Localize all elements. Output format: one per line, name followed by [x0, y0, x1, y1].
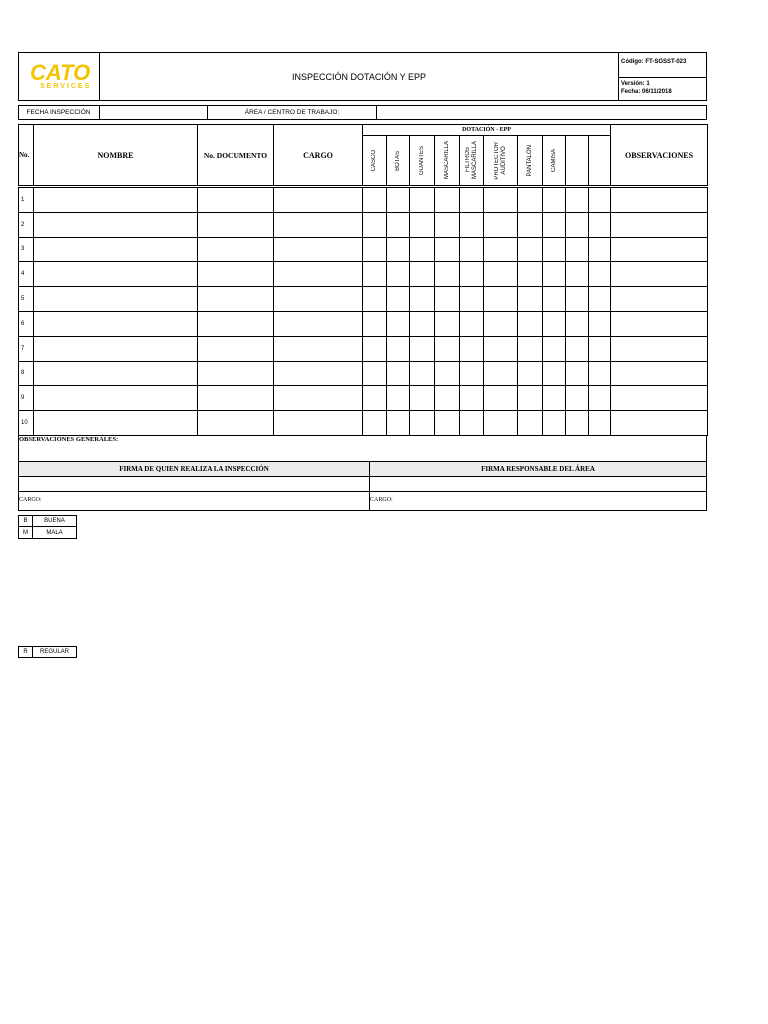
- table-cell[interactable]: [518, 287, 543, 312]
- table-cell[interactable]: [410, 386, 435, 411]
- table-row: [19, 237, 708, 262]
- legend-regular: [18, 646, 77, 658]
- table-cell[interactable]: [589, 336, 611, 361]
- table-row: [19, 311, 708, 336]
- cargo-left-label: CARGO:: [19, 497, 42, 503]
- table-cell[interactable]: [363, 212, 387, 237]
- table-cell[interactable]: [274, 188, 363, 213]
- table-cell[interactable]: [198, 311, 274, 336]
- table-cell[interactable]: [484, 336, 518, 361]
- row-number: 9: [19, 386, 34, 411]
- doc-meta: [618, 52, 707, 101]
- table-cell[interactable]: [387, 361, 410, 386]
- table-cell[interactable]: [363, 262, 387, 287]
- table-cell[interactable]: [435, 361, 460, 386]
- table-cell[interactable]: [589, 262, 611, 287]
- table-cell[interactable]: [34, 311, 198, 336]
- firma-inspeccion-header: FIRMA DE QUIEN REALIZA LA INSPECCIÓN: [18, 462, 370, 477]
- table-cell[interactable]: [410, 237, 435, 262]
- row-number: 1: [19, 188, 34, 213]
- table-cell[interactable]: [484, 311, 518, 336]
- table-cell[interactable]: [198, 188, 274, 213]
- table-cell[interactable]: [387, 336, 410, 361]
- table-cell[interactable]: [484, 237, 518, 262]
- epp-table-header: [18, 124, 708, 186]
- table-cell[interactable]: [274, 212, 363, 237]
- table-cell[interactable]: [566, 188, 589, 213]
- table-cell[interactable]: [363, 311, 387, 336]
- table-cell[interactable]: [435, 386, 460, 411]
- doc-code: Código: FT-SGSST-023: [621, 59, 687, 65]
- firma-responsable-header: FIRMA RESPONSABLE DEL ÁREA: [370, 462, 707, 477]
- dotacion-header: DOTACIÓN - EPP: [363, 125, 611, 136]
- table-cell[interactable]: [435, 411, 460, 436]
- row-number: 8: [19, 361, 34, 386]
- table-cell[interactable]: [518, 336, 543, 361]
- table-cell[interactable]: [484, 262, 518, 287]
- row-number: 3: [19, 237, 34, 262]
- row-number: 7: [19, 336, 34, 361]
- row-number: 6: [19, 311, 34, 336]
- table-cell[interactable]: [34, 287, 198, 312]
- table-cell[interactable]: [387, 212, 410, 237]
- table-cell[interactable]: [274, 311, 363, 336]
- table-cell[interactable]: [34, 386, 198, 411]
- table-cell[interactable]: [387, 188, 410, 213]
- legend-label: MALA: [32, 526, 77, 539]
- table-cell[interactable]: [611, 411, 708, 436]
- table-cell[interactable]: [198, 386, 274, 411]
- table-cell[interactable]: [387, 287, 410, 312]
- col-cargo-header: CARGO: [274, 125, 363, 186]
- table-cell[interactable]: [460, 212, 484, 237]
- table-cell[interactable]: [611, 212, 708, 237]
- legend-label: BUENA: [32, 515, 77, 527]
- legend-code: M: [18, 526, 33, 539]
- table-cell[interactable]: [274, 287, 363, 312]
- epp-header-label: CAMISA: [550, 148, 557, 172]
- table-cell[interactable]: [274, 237, 363, 262]
- table-cell[interactable]: [274, 361, 363, 386]
- table-cell[interactable]: [435, 212, 460, 237]
- col-nombre-header: NOMBRE: [34, 125, 198, 186]
- table-cell[interactable]: [363, 361, 387, 386]
- legend-mala: [18, 527, 77, 539]
- logo: [18, 52, 100, 101]
- table-cell[interactable]: [589, 287, 611, 312]
- table-cell[interactable]: [589, 237, 611, 262]
- table-cell[interactable]: [435, 237, 460, 262]
- table-cell[interactable]: [543, 188, 566, 213]
- table-cell[interactable]: [566, 386, 589, 411]
- table-cell[interactable]: [589, 188, 611, 213]
- table-cell[interactable]: [589, 212, 611, 237]
- table-cell[interactable]: [410, 212, 435, 237]
- table-cell[interactable]: [34, 237, 198, 262]
- table-cell[interactable]: [589, 386, 611, 411]
- table-cell[interactable]: [460, 411, 484, 436]
- table-cell[interactable]: [589, 361, 611, 386]
- table-cell[interactable]: [387, 411, 410, 436]
- table-cell[interactable]: [410, 361, 435, 386]
- table-cell[interactable]: [363, 287, 387, 312]
- table-cell[interactable]: [566, 237, 589, 262]
- table-cell[interactable]: [543, 237, 566, 262]
- table-cell[interactable]: [611, 262, 708, 287]
- table-cell[interactable]: [34, 336, 198, 361]
- cargo-right-label: CARGO:: [370, 497, 393, 503]
- epp-header-3: [435, 136, 460, 186]
- table-cell[interactable]: [611, 386, 708, 411]
- table-cell[interactable]: [198, 361, 274, 386]
- table-cell[interactable]: [198, 336, 274, 361]
- table-cell[interactable]: [363, 237, 387, 262]
- table-cell[interactable]: [34, 212, 198, 237]
- epp-header-8: [566, 136, 589, 186]
- table-cell[interactable]: [460, 361, 484, 386]
- table-cell[interactable]: [198, 411, 274, 436]
- table-cell[interactable]: [484, 386, 518, 411]
- table-cell[interactable]: [363, 386, 387, 411]
- table-cell[interactable]: [460, 287, 484, 312]
- table-cell[interactable]: [410, 287, 435, 312]
- row-number: 4: [19, 262, 34, 287]
- firma-inspeccion-field[interactable]: [18, 477, 370, 492]
- table-cell[interactable]: [363, 336, 387, 361]
- table-cell[interactable]: [543, 212, 566, 237]
- table-cell[interactable]: [410, 262, 435, 287]
- table-cell[interactable]: [543, 262, 566, 287]
- epp-table-body: [18, 187, 708, 436]
- doc-date: Fecha: 06/11/2018: [621, 89, 672, 95]
- table-cell[interactable]: [543, 287, 566, 312]
- area-input[interactable]: [377, 105, 707, 120]
- epp-header-label: FILTROS MASCARILLA: [464, 141, 478, 180]
- table-cell[interactable]: [460, 386, 484, 411]
- legend-code: B: [18, 515, 33, 527]
- table-cell[interactable]: [410, 188, 435, 213]
- table-cell[interactable]: [34, 262, 198, 287]
- table-cell[interactable]: [518, 262, 543, 287]
- logo-subtext: SERVICES: [40, 83, 92, 90]
- table-cell[interactable]: [435, 287, 460, 312]
- table-cell[interactable]: [611, 237, 708, 262]
- table-cell[interactable]: [589, 311, 611, 336]
- table-cell[interactable]: [566, 262, 589, 287]
- table-cell[interactable]: [611, 336, 708, 361]
- table-cell[interactable]: [518, 311, 543, 336]
- row-number: 2: [19, 212, 34, 237]
- table-cell[interactable]: [274, 386, 363, 411]
- table-cell[interactable]: [543, 311, 566, 336]
- fecha-label: FECHA INSPECCIÓN: [18, 105, 100, 120]
- col-no-header: No.: [19, 125, 34, 186]
- epp-header-6: [518, 136, 543, 186]
- table-cell[interactable]: [484, 287, 518, 312]
- table-cell[interactable]: [460, 262, 484, 287]
- table-cell[interactable]: [387, 237, 410, 262]
- table-cell[interactable]: [566, 336, 589, 361]
- epp-header-5: [484, 136, 518, 186]
- table-row: [19, 262, 708, 287]
- col-documento-header: No. DOCUMENTO: [198, 125, 274, 186]
- table-row: [19, 361, 708, 386]
- firma-responsable-field[interactable]: [370, 477, 707, 492]
- table-cell[interactable]: [460, 311, 484, 336]
- epp-header-label: BOTAS: [394, 150, 401, 171]
- table-cell[interactable]: [363, 411, 387, 436]
- obs-generales-box[interactable]: [18, 435, 707, 462]
- table-cell[interactable]: [435, 336, 460, 361]
- epp-header-label: PANTALÓN: [526, 144, 533, 177]
- epp-header-label: CASCO: [371, 149, 377, 172]
- table-cell[interactable]: [518, 361, 543, 386]
- table-cell[interactable]: [387, 311, 410, 336]
- table-cell[interactable]: [543, 386, 566, 411]
- area-label: ÁREA / CENTRO DE TRABAJO:: [208, 105, 377, 120]
- epp-header-label: GUANTES: [418, 145, 425, 175]
- table-cell[interactable]: [611, 188, 708, 213]
- table-cell[interactable]: [484, 361, 518, 386]
- table-cell[interactable]: [518, 237, 543, 262]
- epp-header-label: PROTECTOR AUDITIVO: [493, 141, 507, 180]
- table-cell[interactable]: [435, 311, 460, 336]
- table-cell[interactable]: [543, 411, 566, 436]
- row-number: 5: [19, 287, 34, 312]
- table-row: [19, 336, 708, 361]
- table-cell[interactable]: [484, 411, 518, 436]
- table-cell[interactable]: [198, 262, 274, 287]
- table-cell[interactable]: [518, 188, 543, 213]
- epp-header-1: [387, 136, 410, 186]
- table-cell[interactable]: [543, 361, 566, 386]
- doc-version: Versión: 1: [621, 81, 650, 87]
- cargo-left-field[interactable]: [18, 492, 370, 511]
- table-cell[interactable]: [34, 188, 198, 213]
- epp-header-0: [363, 136, 387, 186]
- document-title: INSPECCIÓN DOTACIÓN Y EPP: [291, 71, 427, 82]
- epp-header-label: MASCARILLA: [443, 141, 450, 180]
- table-cell[interactable]: [484, 188, 518, 213]
- table-cell[interactable]: [518, 212, 543, 237]
- table-row: [19, 212, 708, 237]
- obs-generales-label: OBSERVACIONES GENERALES:: [19, 436, 119, 443]
- table-cell[interactable]: [566, 411, 589, 436]
- table-cell[interactable]: [611, 287, 708, 312]
- table-cell[interactable]: [34, 361, 198, 386]
- table-row: [19, 188, 708, 213]
- legend-label: REGULAR: [32, 646, 77, 658]
- table-cell[interactable]: [460, 336, 484, 361]
- table-cell[interactable]: [566, 287, 589, 312]
- table-cell[interactable]: [387, 262, 410, 287]
- logo-text: CATO: [30, 60, 91, 85]
- table-cell[interactable]: [611, 311, 708, 336]
- epp-header-7: [543, 136, 566, 186]
- table-cell[interactable]: [274, 336, 363, 361]
- table-cell[interactable]: [566, 311, 589, 336]
- table-cell[interactable]: [387, 386, 410, 411]
- table-cell[interactable]: [198, 237, 274, 262]
- table-cell[interactable]: [518, 386, 543, 411]
- table-cell[interactable]: [198, 287, 274, 312]
- table-cell[interactable]: [460, 188, 484, 213]
- table-row: [19, 411, 708, 436]
- epp-header-4: [460, 136, 484, 186]
- table-cell[interactable]: [410, 411, 435, 436]
- fecha-input[interactable]: [100, 105, 208, 120]
- table-cell[interactable]: [435, 188, 460, 213]
- table-cell[interactable]: [410, 311, 435, 336]
- row-number: 10: [19, 411, 34, 436]
- table-cell[interactable]: [363, 188, 387, 213]
- col-observaciones-header: OBSERVACIONES: [611, 125, 708, 186]
- table-cell[interactable]: [460, 237, 484, 262]
- table-cell[interactable]: [274, 262, 363, 287]
- cargo-right-field[interactable]: [370, 492, 707, 511]
- table-cell[interactable]: [566, 212, 589, 237]
- epp-header-2: [410, 136, 435, 186]
- table-cell[interactable]: [274, 411, 363, 436]
- epp-header-9: [589, 136, 611, 186]
- table-cell[interactable]: [198, 212, 274, 237]
- table-cell[interactable]: [589, 411, 611, 436]
- table-cell[interactable]: [410, 336, 435, 361]
- table-cell[interactable]: [518, 411, 543, 436]
- table-cell[interactable]: [566, 361, 589, 386]
- table-row: [19, 386, 708, 411]
- table-cell[interactable]: [484, 212, 518, 237]
- table-row: [19, 287, 708, 312]
- table-cell[interactable]: [435, 262, 460, 287]
- table-cell[interactable]: [543, 336, 566, 361]
- table-cell[interactable]: [34, 411, 198, 436]
- table-cell[interactable]: [611, 361, 708, 386]
- legend-code: R: [18, 646, 33, 658]
